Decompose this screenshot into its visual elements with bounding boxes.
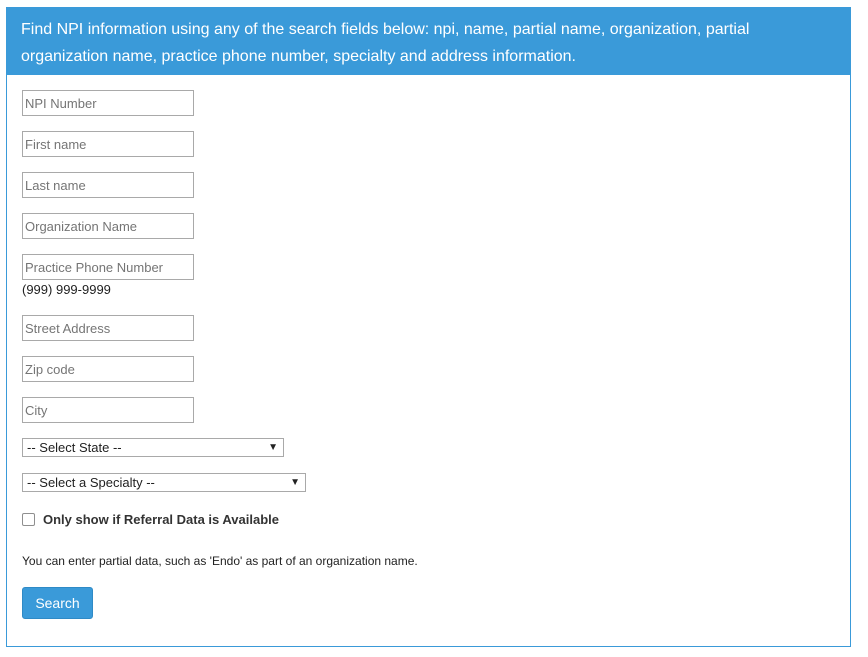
referral-checkbox[interactable] [22, 513, 35, 526]
npi-number-input[interactable] [22, 90, 194, 116]
last-name-input[interactable] [22, 172, 194, 198]
first-name-input[interactable] [22, 131, 194, 157]
state-select[interactable] [22, 438, 284, 457]
npi-search-panel [6, 7, 851, 647]
specialty-select-value: -- Select a Specialty -- [27, 475, 155, 490]
search-button[interactable]: Search [22, 587, 93, 619]
dropdown-arrow-icon: ▼ [290, 477, 300, 488]
street-address-input[interactable] [22, 315, 194, 341]
referral-checkbox-row [22, 512, 279, 527]
referral-checkbox-label[interactable]: Only show if Referral Data is Available [43, 512, 280, 527]
city-input[interactable] [22, 397, 194, 423]
organization-name-input[interactable] [22, 213, 194, 239]
partial-data-note: You can enter partial data, such as 'Endo' as part of an organization name. [22, 554, 418, 568]
panel-header: Find NPI information using any of the search fields below: npi, name, partial name, organization, partial organization name, practice phone number, specialty and address information. [7, 8, 850, 75]
practice-phone-input[interactable] [22, 254, 194, 280]
state-select-value: -- Select State -- [27, 440, 122, 455]
zip-code-input[interactable] [22, 356, 194, 382]
specialty-select[interactable] [22, 473, 306, 492]
dropdown-arrow-icon: ▼ [268, 442, 278, 453]
phone-format-hint: (999) 999-9999 [22, 282, 111, 297]
